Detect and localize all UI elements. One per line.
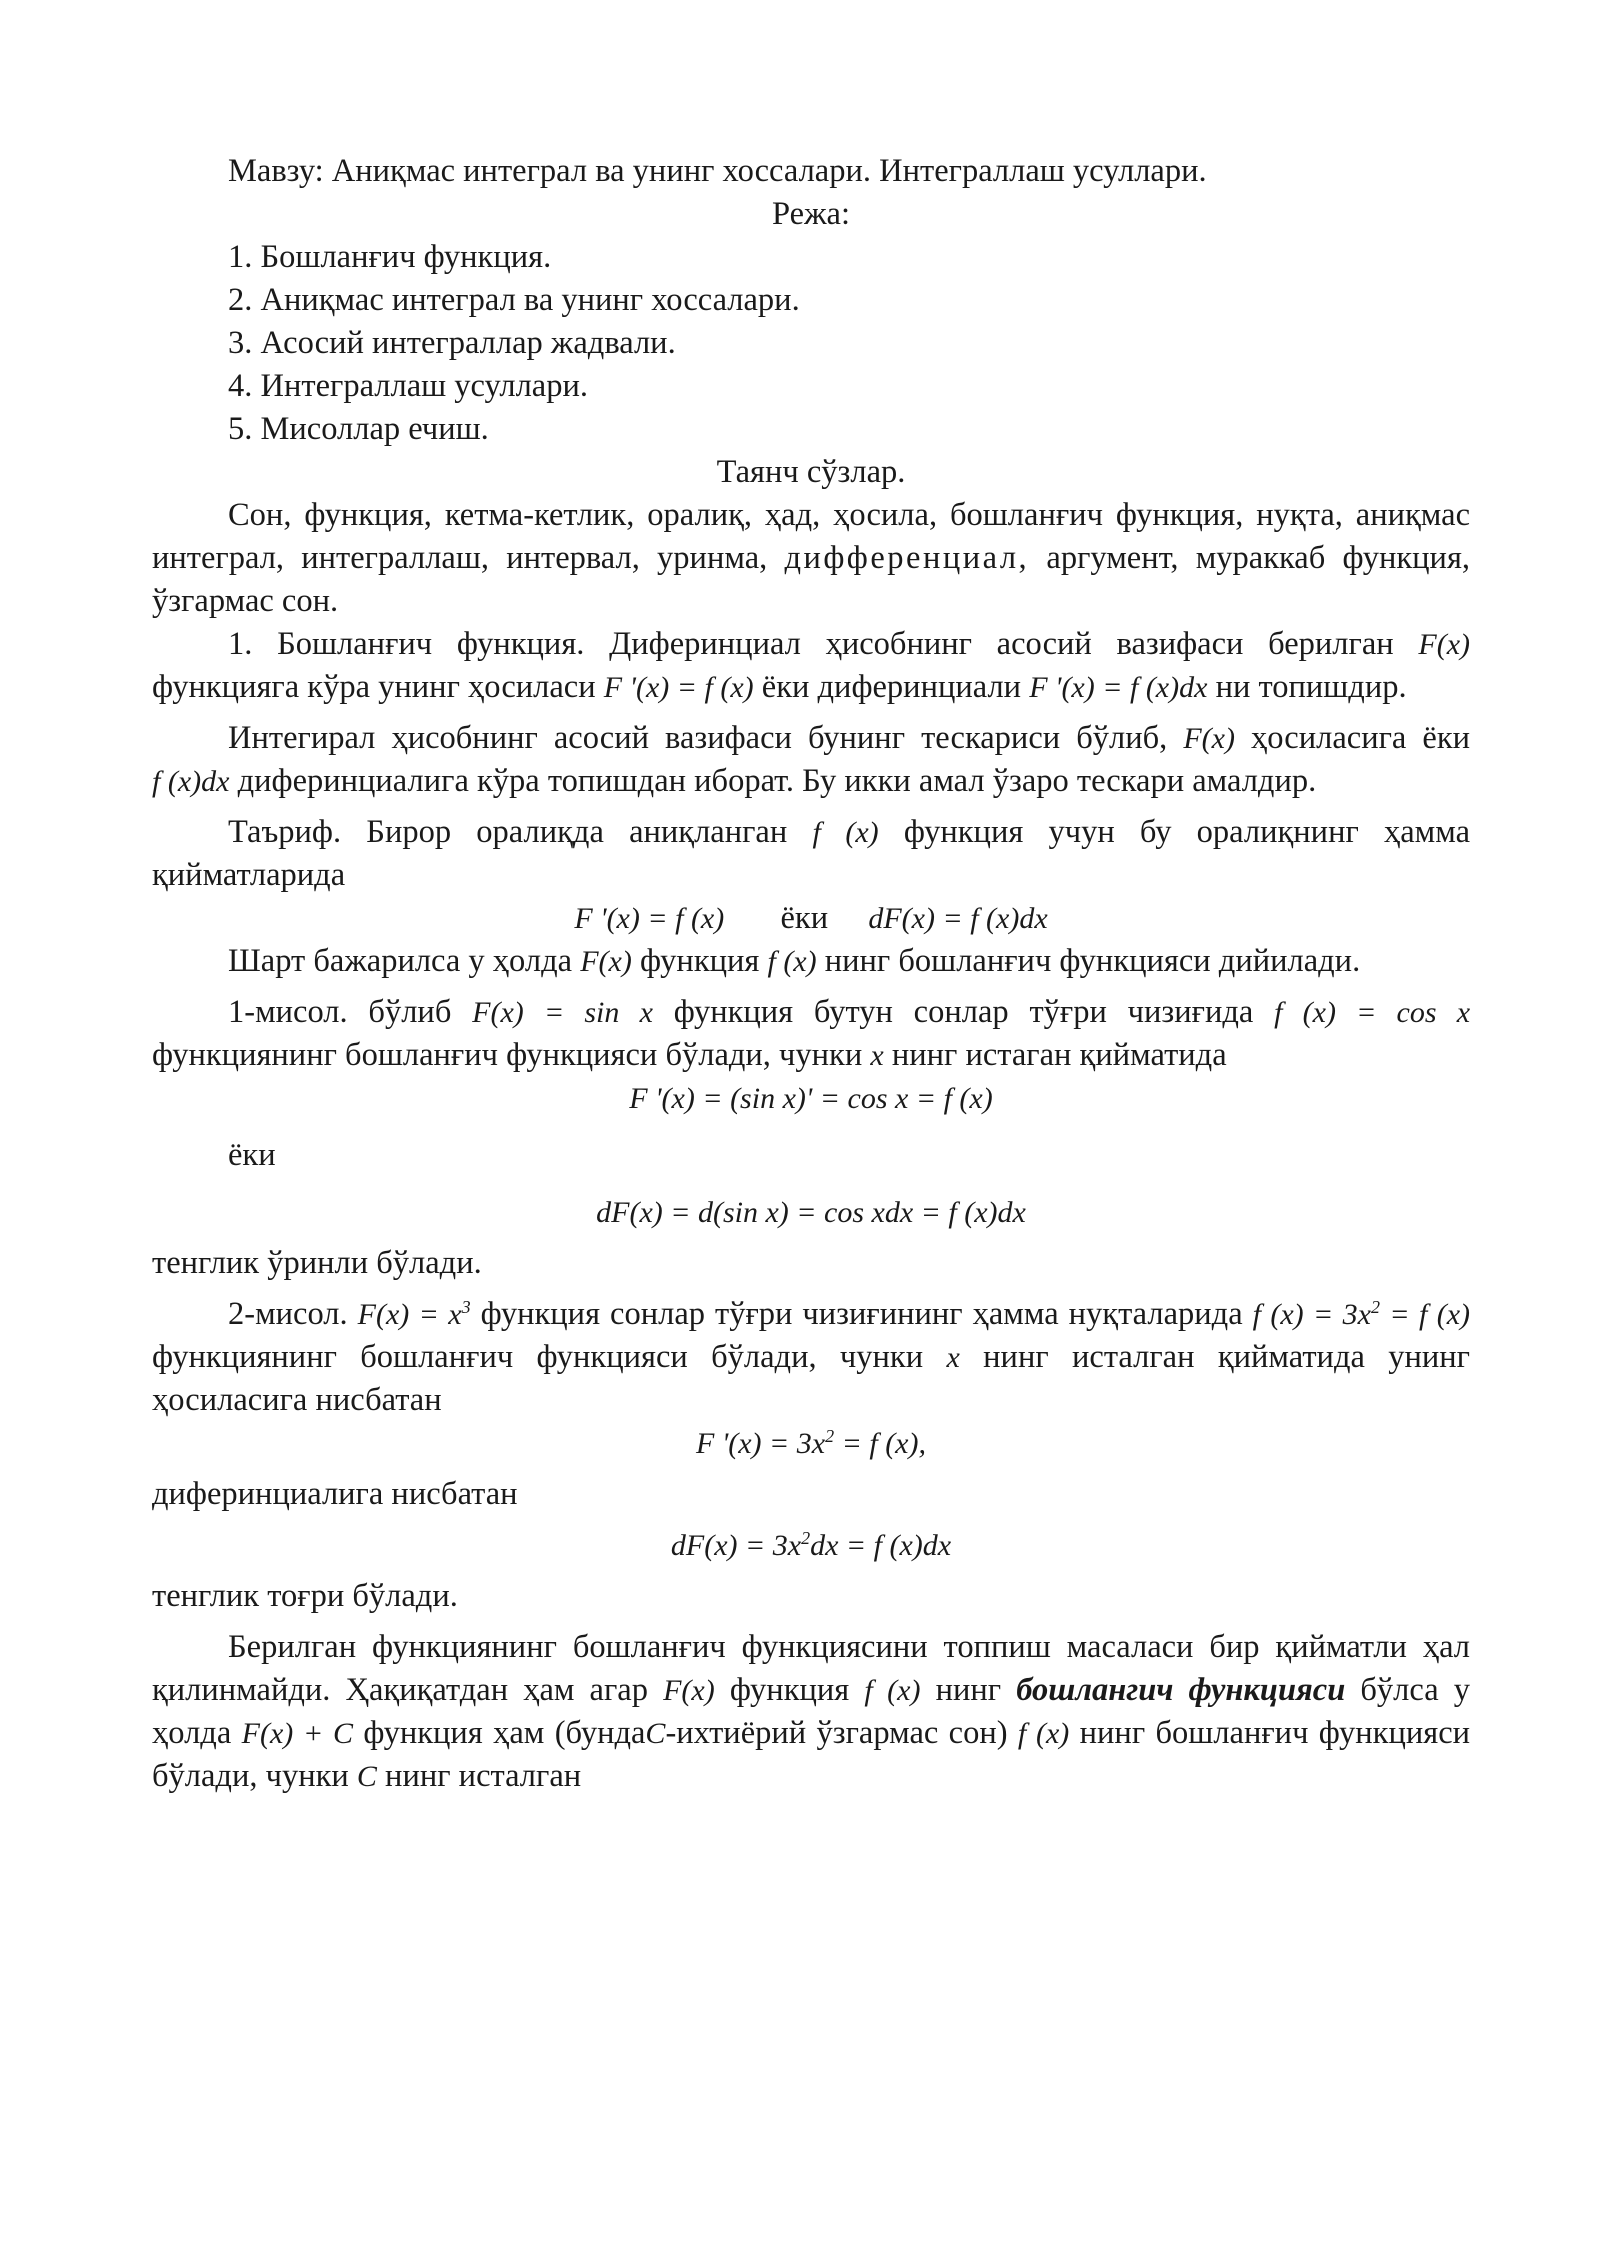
formula-display bbox=[696, 1427, 926, 1460]
final-paragraph bbox=[152, 1626, 1470, 1798]
text-run: Таъриф. Бирор оралиқда аниқланган bbox=[228, 814, 788, 850]
text-run: ҳосиласига ёки bbox=[1251, 720, 1471, 756]
example1-formula-2 bbox=[152, 1191, 1470, 1234]
text-run: 1-мисол. бўлиб bbox=[228, 994, 452, 1030]
formula-inline: x bbox=[870, 1039, 884, 1072]
example2-formula-1 bbox=[152, 1422, 1470, 1465]
text-run: функция ҳам (бунда bbox=[363, 1715, 646, 1751]
text-run: -ихтиёрий ўзгармас сон) bbox=[665, 1715, 1008, 1751]
plan-item: 2. Аниқмас интеграл ва унинг хоссалари. bbox=[228, 282, 800, 318]
text-run: Шарт бажарилса у ҳолда bbox=[228, 943, 573, 979]
formula-superscript: 3 bbox=[461, 1297, 471, 1317]
formula-display: F '(x) = f (x) bbox=[574, 902, 725, 935]
text-run: нинг bbox=[935, 1672, 1002, 1708]
keywords-text-b: аргумент, мураккаб функция, ўзгармас сон. bbox=[152, 540, 1471, 619]
section1-paragraph-2 bbox=[152, 717, 1470, 803]
formula-part: = f (x), bbox=[834, 1427, 926, 1460]
keywords-text-a: Сон, функция, кетма-кетлик, оралиқ, ҳад, ҳосила, бошланғич функция, нуқта, аниқмас интеграл, интеграллаш, интервал, уринма, bbox=[152, 497, 1470, 576]
example2-text: диферинциалига нисбатан bbox=[152, 1476, 518, 1512]
formula-inline: F '(x) = f (x)dx bbox=[1029, 671, 1208, 704]
text-run: функция бутун сонлар тўғри чизиғида bbox=[673, 994, 1254, 1030]
text-run: нинг бошланғич функцияси дийилади. bbox=[824, 943, 1361, 979]
text-run: диферинциалига кўра топишдан иборат. Бу икки амал ўзаро тескари амалдир. bbox=[237, 763, 1317, 799]
example2-paragraph bbox=[152, 1293, 1470, 1422]
definition-formula bbox=[152, 897, 1470, 940]
formula-part: = f (x) bbox=[1380, 1298, 1471, 1331]
formula-inline: C bbox=[356, 1760, 377, 1793]
plan-list bbox=[152, 236, 1470, 451]
formula-inline: f (x)dx bbox=[152, 765, 230, 798]
text-run: функциянинг бошланғич функцияси бўлади, чунки bbox=[152, 1339, 924, 1375]
formula-display: dF(x) = d(sin x) = cos xdx = f (x)dx bbox=[596, 1196, 1026, 1229]
formula-display bbox=[671, 1529, 951, 1562]
example2-conclusion: тенглик тоғри бўлади. bbox=[152, 1578, 458, 1614]
plan-item: 5. Мисоллар ечиш. bbox=[228, 411, 489, 447]
emphasis-term: бошлангич функцияси bbox=[1016, 1672, 1346, 1708]
text-run: Интегирал ҳисобнинг асосий вазифаси бунинг тескариси бўлиб, bbox=[228, 720, 1168, 756]
keywords-paragraph bbox=[152, 494, 1470, 623]
text-run: функция bbox=[729, 1672, 850, 1708]
formula-inline: F(x) = sin x bbox=[472, 996, 653, 1029]
formula-inline: F(x) bbox=[1418, 628, 1470, 661]
formula-inline: x bbox=[946, 1341, 960, 1374]
formula-inline: F(x) + C bbox=[241, 1717, 353, 1750]
example1-conclusion: тенглик ўринли бўлади. bbox=[152, 1245, 482, 1281]
definition-paragraph-2 bbox=[152, 940, 1470, 983]
formula-part: dF(x) = 3x bbox=[670, 1529, 802, 1562]
text-run: нинг исталган bbox=[385, 1758, 582, 1794]
example1-formula-1 bbox=[152, 1077, 1470, 1120]
formula-superscript: 2 bbox=[801, 1528, 811, 1548]
text-run: функцияга кўра унинг ҳосиласи bbox=[152, 669, 596, 705]
formula-inline: F(x) bbox=[1183, 722, 1235, 755]
formula-inline: C bbox=[645, 1717, 666, 1750]
formula-part: F(x) = x bbox=[357, 1298, 462, 1331]
formula-inline: F(x) bbox=[663, 1674, 715, 1707]
formula-inline: f (x) = cos x bbox=[1274, 996, 1471, 1029]
plan-title: Режа: bbox=[772, 196, 850, 232]
text-run: 2-мисол. bbox=[228, 1296, 348, 1332]
formula-inline: f (x) bbox=[767, 945, 817, 978]
formula-inline bbox=[1253, 1298, 1470, 1331]
topic-title: Мавзу: Аниқмас интеграл ва унинг хоссалари. Интеграллаш усуллари. bbox=[228, 153, 1207, 189]
plan-item: 1. Бошланғич функция. bbox=[228, 239, 552, 275]
formula-superscript: 2 bbox=[1371, 1297, 1380, 1317]
formula-inline: f (x) bbox=[864, 1674, 921, 1707]
section1-paragraph bbox=[152, 623, 1470, 709]
formula-inline: f (x) bbox=[1017, 1717, 1070, 1750]
text-run: ёки диферинциали bbox=[761, 669, 1022, 705]
formula-display: F '(x) = (sin x)' = cos x = f (x) bbox=[629, 1082, 993, 1115]
text-run: Берилган функциянинг бошланғич функциясини топпиш масаласи бир қийматли ҳал қилинмайди. Ҳақиқатдан ҳам агар bbox=[152, 1629, 1470, 1708]
example1-paragraph bbox=[152, 991, 1470, 1077]
text-run: нинг истаган қийматида bbox=[891, 1037, 1227, 1073]
plan-item: 4. Интеграллаш усуллари. bbox=[228, 368, 588, 404]
formula-inline bbox=[358, 1298, 471, 1331]
example2-formula-2 bbox=[152, 1524, 1470, 1567]
plan-item: 3. Асосий интеграллар жадвали. bbox=[228, 325, 676, 361]
text-run: 1. Бошланғич функция. Диферинциал ҳисобнинг асосий вазифаси берилган bbox=[228, 626, 1394, 662]
keywords-title: Таянч сўзлар. bbox=[716, 454, 906, 490]
formula-inline: F '(x) = f (x) bbox=[603, 671, 754, 704]
text-run: нинг исталган қийматида унинг ҳосиласига нисбатан bbox=[152, 1339, 1471, 1418]
text-run: функция bbox=[639, 943, 760, 979]
keywords-spaced-word: дифференциал, bbox=[784, 540, 1030, 576]
text-run: функция сонлар тўғри чизиғининг ҳамма нуқталарида bbox=[480, 1296, 1243, 1332]
formula-inline: F(x) bbox=[580, 945, 632, 978]
text-run: ёки bbox=[780, 900, 829, 936]
formula-superscript: 2 bbox=[825, 1426, 835, 1446]
text-run: бўлса у ҳолда bbox=[152, 1672, 1470, 1751]
text-run: функциянинг бошланғич функцияси бўлади, чунки bbox=[152, 1037, 863, 1073]
text-run: ни топишдир. bbox=[1215, 669, 1407, 705]
formula-inline: f (x) bbox=[812, 816, 879, 849]
example1-or: ёки bbox=[228, 1137, 276, 1173]
text-run: нинг бошланғич функцияси бўлади, чунки bbox=[152, 1715, 1471, 1794]
formula-part: f (x) = 3x bbox=[1252, 1298, 1371, 1331]
definition-paragraph bbox=[152, 811, 1470, 897]
formula-display: dF(x) = f (x)dx bbox=[868, 902, 1048, 935]
text-run: функция учун бу оралиқнинг ҳамма қийматларида bbox=[152, 814, 1470, 893]
document-page bbox=[152, 150, 1470, 1798]
formula-part: dx = f (x)dx bbox=[810, 1529, 952, 1562]
formula-part: F '(x) = 3x bbox=[696, 1427, 826, 1460]
